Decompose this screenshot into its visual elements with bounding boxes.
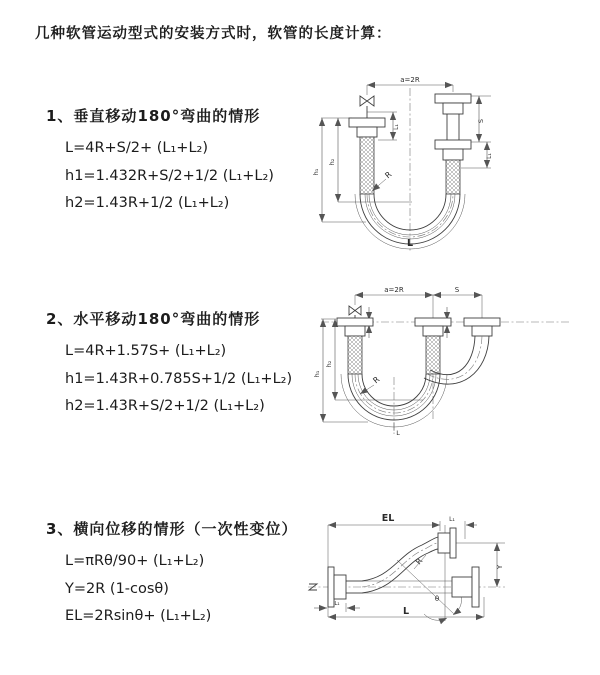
formula-l: L=4R+S/2+ (L₁+L₂)	[65, 140, 208, 156]
section-lateral-displacement	[46, 518, 297, 631]
d3-theta-label: θ	[434, 595, 440, 603]
section-2-heading: 2、水平移动180°弯曲的情形	[46, 310, 261, 328]
section-vertical-180	[46, 105, 274, 218]
d1-radius-label: R	[383, 169, 394, 181]
formula-h2: h2=1.43R+S/2+1/2 (L₁+L₂)	[65, 398, 265, 414]
formula-el: EL=2Rsinθ+ (L₁+L₂)	[65, 608, 212, 624]
diagram-vertical-180-bend	[308, 72, 590, 258]
d1-l1-right-label: L₁	[486, 153, 493, 159]
d3-length-label: L	[402, 606, 410, 617]
d2-h2-label: h₂	[325, 360, 333, 368]
d1-width-label: a=2R	[400, 76, 420, 84]
formula-h1: h1=1.43R+0.785S+1/2 (L₁+L₂)	[65, 370, 293, 387]
d3-el-label: EL	[381, 513, 395, 524]
d2-hose-assembly	[337, 318, 500, 431]
d2-valve	[349, 306, 361, 319]
d1-length-label: L	[406, 238, 414, 249]
d3-l1-top-label: L₁	[449, 516, 455, 523]
section-1-heading: 1、垂直移动180°弯曲的情形	[46, 107, 261, 125]
d3-hose-assembly	[328, 528, 479, 607]
diagram-lateral-displacement	[300, 505, 600, 655]
formula-h1: h1=1.432R+S/2+1/2 (L₁+L₂)	[65, 167, 274, 184]
d2-length-label: L	[396, 429, 400, 437]
d1-h1-label: h₁	[312, 168, 320, 176]
formula-h2: h2=1.43R+1/2 (L₁+L₂)	[65, 195, 230, 211]
d1-dimension-lines	[321, 85, 491, 252]
section-3-heading: 3、横向位移的情形（一次性变位）	[46, 520, 298, 538]
formula-l: L=πRθ/90+ (L₁+L₂)	[65, 553, 205, 569]
d2-radius-label: R	[371, 374, 382, 386]
d2-h1-label: h₁	[313, 370, 321, 378]
formula-y: Y=2R (1-cosθ)	[65, 580, 169, 597]
d2-s-label: S	[454, 286, 460, 294]
d3-y-label: Y	[496, 564, 504, 570]
d1-s-label: S	[477, 118, 485, 124]
d1-h2-label: h₂	[328, 158, 336, 166]
formula-l: L=4R+1.57S+ (L₁+L₂)	[65, 343, 227, 359]
d3-radius-label: R	[413, 556, 425, 567]
d1-valve	[360, 96, 374, 118]
diagram-horizontal-180-bend	[308, 282, 590, 454]
section-horizontal-180	[46, 308, 292, 421]
d2-width-label: a=2R	[384, 286, 404, 294]
d3-l1-left-label: L₁	[334, 601, 340, 607]
page-title: 几种软管运动型式的安装方式时，软管的长度计算：	[35, 26, 392, 42]
d1-l1-left-label: L₁	[393, 124, 400, 130]
